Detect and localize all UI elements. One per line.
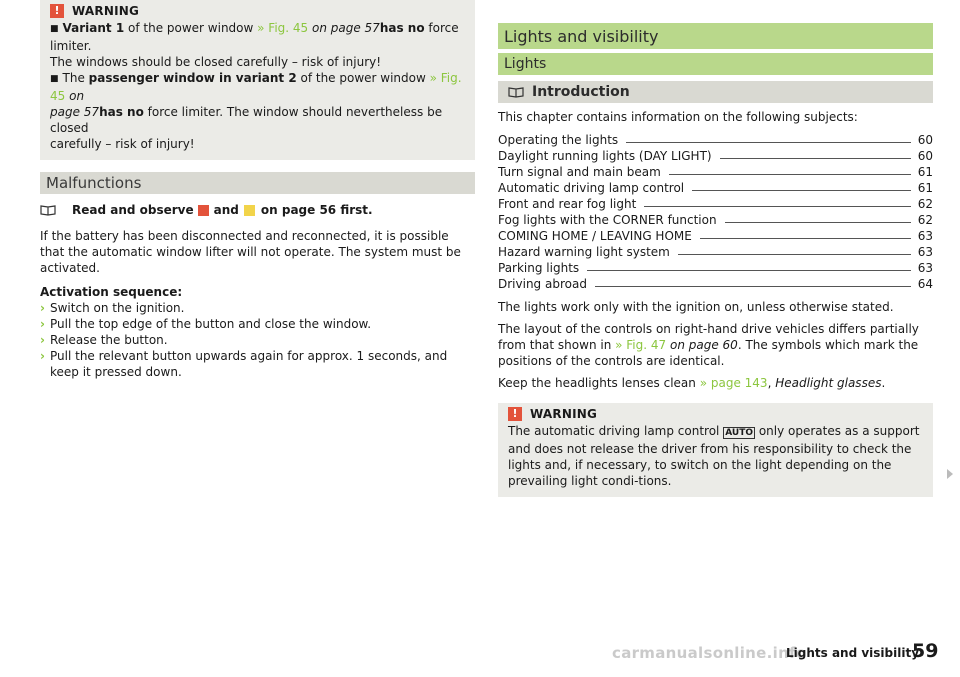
toc-row[interactable] <box>498 179 933 195</box>
chevron-right-icon: › <box>40 349 45 363</box>
toc-list <box>498 131 933 291</box>
toc-leader-line <box>626 142 911 143</box>
toc-label: Parking lights <box>498 261 580 275</box>
toc-label: Turn signal and main beam <box>498 165 661 179</box>
toc-leader-line <box>644 206 911 207</box>
ignition-paragraph: The lights work only with the ignition on, unless otherwise stated. <box>498 300 894 314</box>
introduction-title: Introduction <box>532 84 630 100</box>
warning-text: carefully – risk of injury! <box>50 137 195 151</box>
fig45-link[interactable]: » Fig. 45 <box>257 21 309 35</box>
section-title: Lights <box>504 56 547 72</box>
toc-row[interactable] <box>498 259 933 275</box>
step-text: Pull the top edge of the button and close the window. <box>50 317 372 331</box>
body-text: The layout of the controls on right-hand drive vehicles differs partially from that shown in <box>498 322 919 352</box>
chapter-title-bar <box>498 23 933 49</box>
toc-page: 63 <box>917 261 933 275</box>
body-text: . The symbols which mark the positions of the controls are identical. <box>498 338 919 368</box>
read-observe-line <box>40 202 475 218</box>
headlight-paragraph <box>498 375 933 391</box>
toc-leader-line <box>595 286 911 287</box>
warning-box-power-window <box>40 0 475 160</box>
read-observe-text: Read and observe <box>72 203 194 217</box>
toc-page: 61 <box>917 181 933 195</box>
toc-row[interactable] <box>498 163 933 179</box>
activation-label: Activation sequence: <box>40 285 183 299</box>
warning-text: force limiter. The window should nevertheless be closed <box>50 105 443 135</box>
watermark: carmanualsonline.info <box>612 644 807 662</box>
list-item <box>40 348 475 380</box>
toc-label: Front and rear fog light <box>498 197 637 211</box>
intro-text: This chapter contains information on the following subjects: <box>498 110 858 124</box>
section-title-bar <box>498 53 933 75</box>
toc-label: COMING HOME / LEAVING HOME <box>498 229 692 243</box>
warning-title: WARNING <box>72 4 140 18</box>
list-item <box>40 316 475 332</box>
warning-header <box>50 2 465 20</box>
warning-text: The windows should be closed carefully – risk of injury! <box>50 55 382 69</box>
warning-text: has no <box>99 105 144 119</box>
toc-row[interactable] <box>498 211 933 227</box>
body-text: on page 60 <box>666 338 738 352</box>
warning-text: The automatic driving lamp control <box>508 424 724 438</box>
toc-row[interactable] <box>498 275 933 291</box>
book-icon <box>508 86 524 98</box>
toc-page: 60 <box>917 149 933 163</box>
toc-leader-line <box>692 190 911 191</box>
rhd-paragraph <box>498 321 933 369</box>
toc-leader-line <box>725 222 911 223</box>
warning-text: Variant 1 <box>62 21 125 35</box>
warning-text: The <box>62 71 89 85</box>
warning-square-icon <box>198 205 209 216</box>
toc-page: 60 <box>917 133 933 147</box>
warning-text: on <box>65 89 85 103</box>
toc-leader-line <box>720 158 911 159</box>
toc-row[interactable] <box>498 147 933 163</box>
toc-page: 62 <box>917 197 933 211</box>
toc-label: Driving abroad <box>498 277 587 291</box>
page-number: 59 <box>912 640 939 662</box>
warning-text: force limiter. <box>50 21 459 53</box>
warning-text: passenger window in variant 2 <box>88 71 297 85</box>
continue-arrow-icon <box>947 469 953 479</box>
toc-leader-line <box>587 270 911 271</box>
chapter-title: Lights and visibility <box>504 26 659 46</box>
toc-label: Operating the lights <box>498 133 619 147</box>
warning-body <box>508 423 923 489</box>
footer-section: Lights and visibility <box>786 646 920 660</box>
warning-text: of the power window <box>296 71 430 85</box>
warning-header <box>508 405 923 423</box>
malfunctions-heading <box>40 172 475 194</box>
toc-label: Automatic driving lamp control <box>498 181 685 195</box>
warning-title: WARNING <box>530 407 598 421</box>
warning-icon: ! <box>508 407 522 421</box>
step-text: Release the button. <box>50 333 168 347</box>
page143-link[interactable]: » page 143 <box>699 376 768 390</box>
chevron-right-icon: › <box>40 301 45 315</box>
warning-text: on page 57 <box>308 21 380 35</box>
bullet-icon: ■ <box>50 24 59 34</box>
toc-page: 63 <box>917 229 933 243</box>
list-item <box>40 332 475 348</box>
toc-label: Fog lights with the CORNER function <box>498 213 717 227</box>
auto-symbol-icon: AUTO <box>725 428 754 438</box>
toc-page: 64 <box>917 277 933 291</box>
warning-body <box>50 20 465 152</box>
body-text: , <box>767 376 776 390</box>
toc-row[interactable] <box>498 195 933 211</box>
warning-icon: ! <box>50 4 64 18</box>
toc-label: Daylight running lights (DAY LIGHT) <box>498 149 712 163</box>
introduction-heading <box>498 81 933 103</box>
toc-leader-line <box>678 254 911 255</box>
toc-row[interactable] <box>498 243 933 259</box>
body-text: Keep the headlights lenses clean <box>498 376 700 390</box>
bullet-icon: ■ <box>50 74 59 84</box>
list-item <box>40 300 475 316</box>
body-text: . <box>881 376 886 390</box>
body-text: Headlight glasses <box>775 376 882 390</box>
toc-page: 61 <box>917 165 933 179</box>
toc-row[interactable] <box>498 227 933 243</box>
chevron-right-icon: › <box>40 333 45 347</box>
warning-text: page 57 <box>50 105 100 119</box>
chevron-right-icon: › <box>40 317 45 331</box>
activation-steps <box>40 300 475 380</box>
warning-box-auto-lamp <box>498 403 933 497</box>
step-text: Pull the relevant button upwards again for approx. 1 seconds, and keep it pressed down. <box>50 349 448 379</box>
warning-text: has no <box>379 21 425 35</box>
toc-label: Hazard warning light system <box>498 245 670 259</box>
left-column <box>40 0 475 380</box>
read-observe-text: and <box>213 203 239 217</box>
section-heading-text: Malfunctions <box>46 174 142 192</box>
warning-text: of the power window <box>124 21 258 35</box>
toc-page: 63 <box>917 245 933 259</box>
battery-paragraph: If the battery has been disconnected and reconnected, it is possible that the automatic window lifter will not operate. The system must be activated. <box>40 229 461 275</box>
toc-page: 62 <box>917 213 933 227</box>
caution-square-icon <box>244 205 255 216</box>
read-observe-text: on page 56 first. <box>260 203 373 217</box>
fig45-link[interactable]: » Fig. 45 <box>50 71 462 103</box>
toc-leader-line <box>700 238 911 239</box>
step-text: Switch on the ignition. <box>50 301 185 315</box>
right-column <box>498 23 933 497</box>
toc-leader-line <box>669 174 911 175</box>
fig47-link[interactable]: » Fig. 47 <box>615 338 667 352</box>
book-icon <box>40 204 56 216</box>
warning-text: only operates as a support and does not release the driver from his responsibility to check the lights and, if necessary, to switch on the light depending on the prevailing light condi-tions. <box>508 424 920 488</box>
toc-row[interactable] <box>498 131 933 147</box>
